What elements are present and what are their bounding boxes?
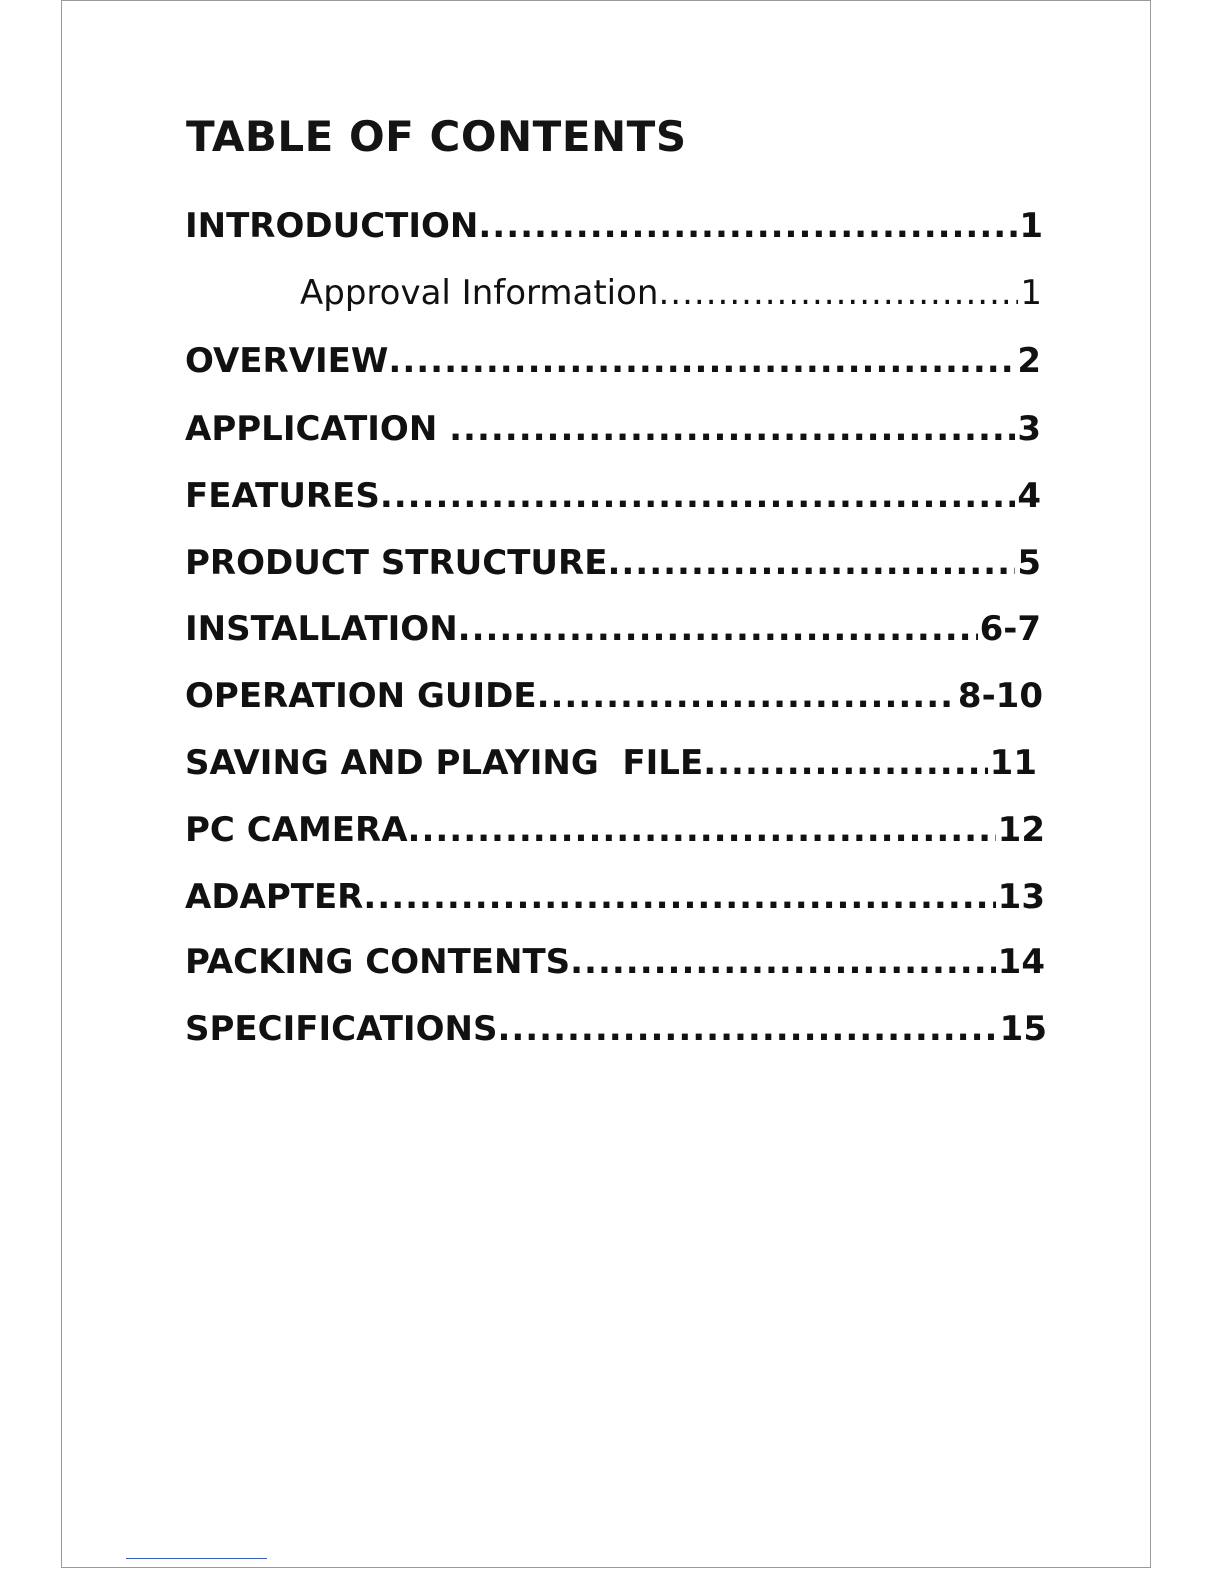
toc-entry-page: 13 — [997, 877, 1045, 917]
toc-entry-label: INSTALLATION — [185, 609, 458, 649]
dot-leader — [497, 1009, 997, 1049]
toc-entry-pc-camera[interactable] — [185, 810, 1045, 850]
toc-entry-label: OPERATION GUIDE — [185, 676, 537, 716]
dot-leader — [363, 877, 995, 917]
toc-entry-operation-guide[interactable] — [185, 676, 1043, 716]
toc-entry-page: 12 — [997, 810, 1045, 850]
toc-entry-introduction[interactable] — [185, 206, 1043, 246]
toc-entry-product-structure[interactable] — [185, 543, 1041, 583]
toc-entry-page: 2 — [1017, 341, 1041, 381]
dot-leader — [537, 676, 956, 716]
dot-leader — [408, 810, 996, 850]
toc-entry-label: SPECIFICATIONS — [185, 1009, 498, 1049]
toc-entry-page: 8-10 — [957, 676, 1043, 716]
toc-entry-application[interactable] — [185, 409, 1041, 449]
dot-leader — [607, 543, 1015, 583]
toc-entry-page: 3 — [1017, 409, 1041, 449]
toc-entry-label: PRODUCT STRUCTURE — [185, 543, 608, 583]
toc-entry-label: ADAPTER — [185, 877, 364, 917]
toc-entry-label: SAVING AND PLAYING FILE — [185, 743, 704, 783]
toc-entry-label: PC CAMERA — [185, 810, 408, 850]
toc-entry-page: 5 — [1017, 543, 1041, 583]
toc-entry-page: 1 — [1019, 206, 1043, 246]
toc-entry-label: APPLICATION — [185, 409, 450, 449]
toc-entry-page: 6-7 — [979, 609, 1041, 649]
toc-entry-overview[interactable] — [185, 341, 1041, 381]
dot-leader — [658, 273, 1018, 313]
toc-entry-page: 15 — [999, 1009, 1047, 1049]
dot-leader — [388, 341, 1015, 381]
toc-entry-page: 4 — [1017, 476, 1041, 516]
toc-entry-page: 11 — [989, 743, 1037, 783]
page-title: TABLE OF CONTENTS — [186, 112, 687, 161]
toc-entry-approval-information[interactable] — [300, 273, 1042, 313]
toc-entry-page: 14 — [997, 942, 1045, 982]
toc-entry-page: 1 — [1020, 273, 1042, 313]
toc-entry-installation[interactable] — [185, 609, 1041, 649]
toc-entry-label: OVERVIEW — [185, 341, 389, 381]
dot-leader — [380, 476, 1016, 516]
dot-leader — [478, 206, 1017, 246]
toc-entry-label: PACKING CONTENTS — [185, 942, 571, 982]
toc-entry-label: Approval Information — [300, 273, 659, 313]
dot-leader — [449, 409, 1015, 449]
toc-entry-saving-and-playing-file[interactable] — [185, 743, 1037, 783]
toc-entry-packing-contents[interactable] — [185, 942, 1045, 982]
toc-entry-features[interactable] — [185, 476, 1041, 516]
toc-entry-specifications[interactable] — [185, 1009, 1047, 1049]
toc-entry-label: INTRODUCTION — [185, 206, 479, 246]
dot-leader — [570, 942, 996, 982]
dot-leader — [703, 743, 987, 783]
footer-rule — [126, 1558, 267, 1559]
toc-entry-label: FEATURES — [185, 476, 380, 516]
dot-leader — [458, 609, 978, 649]
toc-entry-adapter[interactable] — [185, 877, 1045, 917]
